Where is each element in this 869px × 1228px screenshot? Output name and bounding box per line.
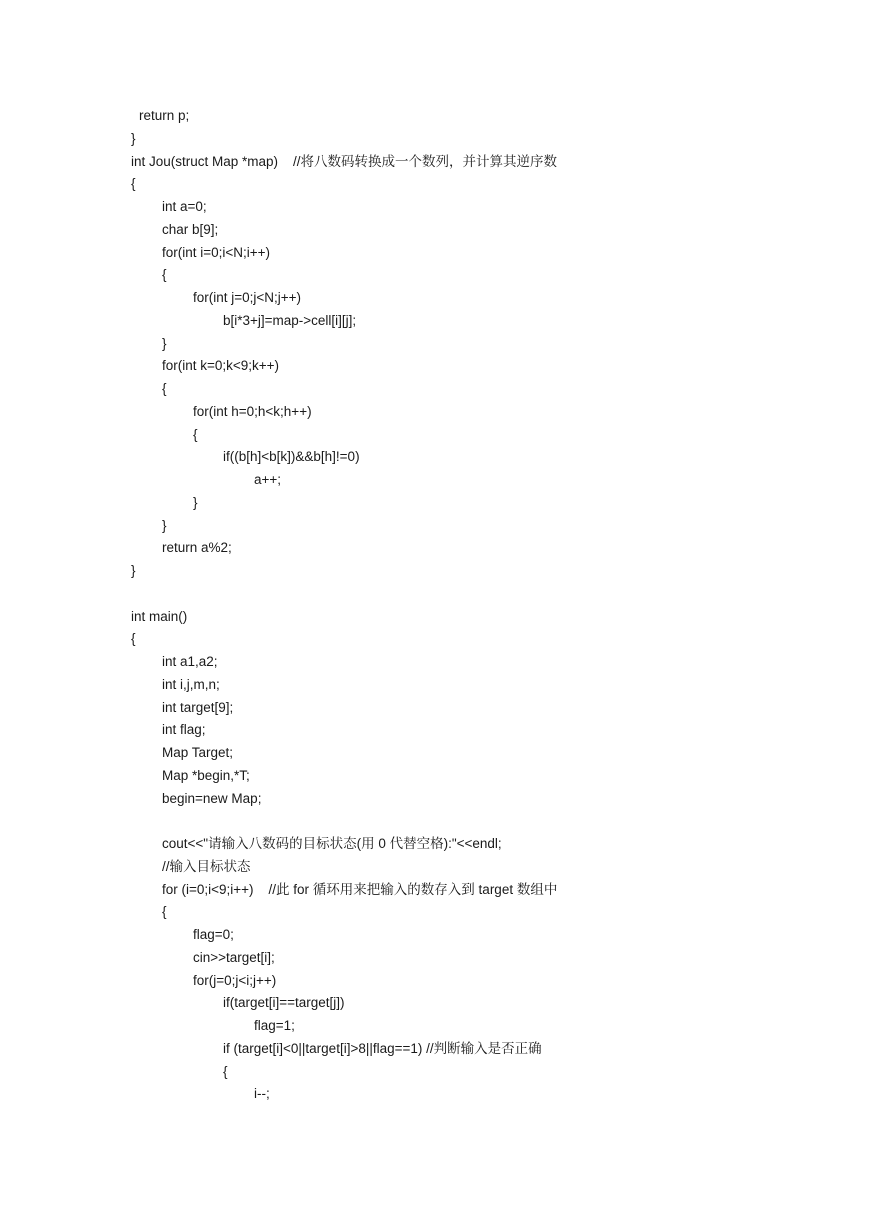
- code-line: for(int k=0;k<9;k++): [162, 358, 280, 374]
- code-listing: [131, 105, 831, 1106]
- code-line: int a=0;: [162, 199, 207, 214]
- code-line: int a1,a2;: [162, 654, 218, 669]
- code-line: [131, 810, 831, 833]
- code-line: int target[9];: [162, 699, 234, 715]
- code-line: {: [162, 904, 167, 920]
- code-line: for(int i=0;i<N;i++): [162, 244, 271, 260]
- code-line: {: [131, 631, 136, 647]
- code-line: if (target[i]<0||target[i]>8||flag==1) //判断输入是否正确: [223, 1040, 542, 1056]
- code-line: cout<<"请输入八数码的目标状态(用 0 代替空格):"<<endl;: [162, 836, 502, 851]
- code-line: }: [193, 494, 198, 510]
- code-line: return p;: [139, 108, 190, 123]
- code-line: }: [131, 563, 136, 578]
- code-line: for (i=0;i<9;i++) //此 for 循环用来把输入的数存入到 target 数组中: [162, 881, 558, 897]
- code-line: flag=0;: [193, 927, 234, 942]
- code-line: flag=1;: [254, 1018, 295, 1033]
- code-line: char b[9];: [162, 221, 219, 237]
- code-line: return a%2;: [162, 540, 232, 556]
- code-line: for(int h=0;h<k;h++): [193, 403, 312, 419]
- code-line: }: [131, 130, 136, 146]
- code-line: [131, 583, 831, 606]
- code-line: {: [193, 426, 198, 442]
- code-line: {: [223, 1063, 228, 1079]
- code-line: begin=new Map;: [162, 790, 262, 806]
- code-line: }: [162, 335, 167, 351]
- code-line: Map Target;: [162, 745, 234, 760]
- code-line: a++;: [254, 472, 282, 487]
- code-line: Map *begin,*T;: [162, 767, 250, 783]
- code-line: if(target[i]==target[j]): [223, 995, 345, 1011]
- code-line: int i,j,m,n;: [162, 676, 220, 692]
- code-line: int Jou(struct Map *map) //将八数码转换成一个数列，并计算其逆序数: [131, 153, 558, 169]
- code-line: }: [162, 517, 167, 533]
- code-line: cin>>target[i];: [193, 949, 275, 965]
- code-line: for(int j=0;j<N;j++): [193, 290, 302, 305]
- code-line: int main(): [131, 608, 188, 624]
- code-line: b[i*3+j]=map->cell[i][j];: [223, 312, 357, 328]
- code-line: int flag;: [162, 722, 206, 738]
- code-line: {: [131, 176, 136, 192]
- code-line: for(j=0;j<i;j++): [193, 972, 277, 988]
- code-line: {: [162, 381, 167, 396]
- code-line: if((b[h]<b[k])&&b[h]!=0): [223, 449, 360, 465]
- code-line: i--;: [254, 1086, 270, 1102]
- code-line: {: [162, 267, 167, 283]
- code-line: //输入目标状态: [162, 858, 251, 874]
